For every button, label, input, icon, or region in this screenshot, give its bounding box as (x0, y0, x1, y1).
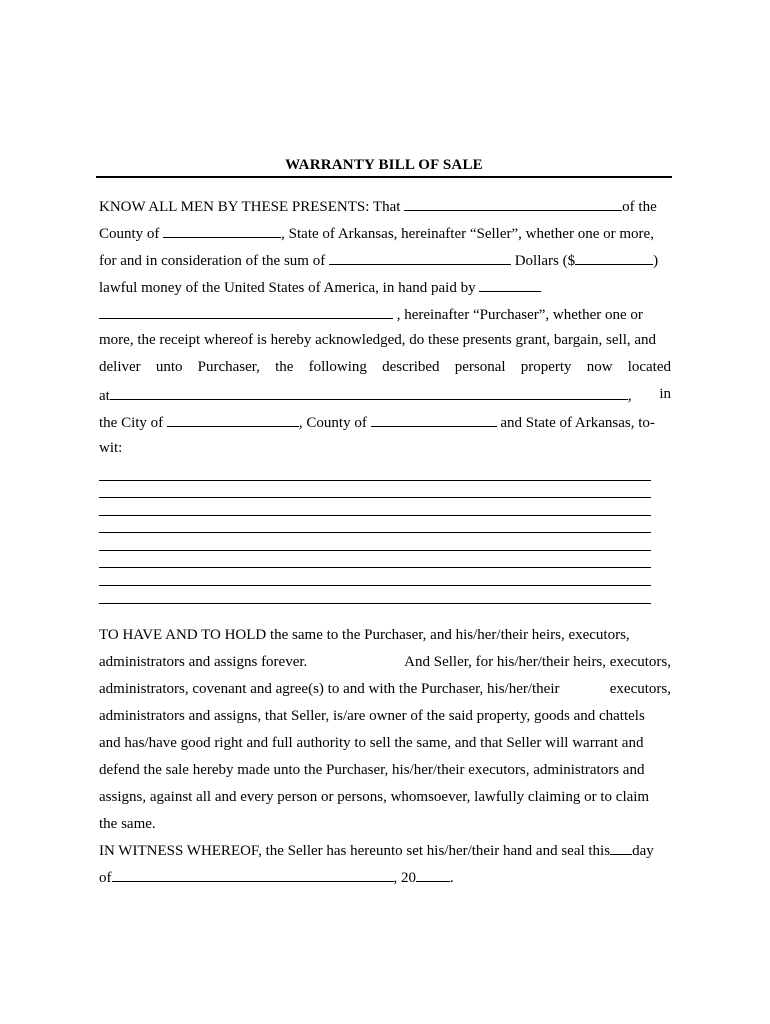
purchaser-name-blank[interactable] (99, 304, 393, 319)
habendum-text: and has/have good right and full authority to sell the same, and that Seller will warrant and (99, 735, 644, 751)
deliver-word: located (627, 359, 671, 375)
property-county-blank[interactable] (371, 412, 497, 427)
document-title: WARRANTY BILL OF SALE (285, 157, 483, 173)
habendum-line-4 (99, 707, 671, 725)
witness-line-2 (99, 867, 671, 887)
sum-words-blank[interactable] (329, 250, 511, 265)
county-label: County of (99, 226, 160, 242)
sum-amount-blank[interactable] (575, 250, 653, 265)
year-blank[interactable] (416, 867, 450, 882)
witness-text: IN WITNESS WHEREOF, the Seller has hereunto set his/her/their hand and seal this (99, 843, 611, 859)
property-description-line[interactable] (99, 497, 651, 498)
of-text: of (99, 870, 112, 886)
purchaser-text: , hereinafter “Purchaser”, whether one or (396, 307, 643, 323)
lawful-money-text: lawful money of the United States of America, in hand paid by (99, 280, 476, 296)
habendum-line-7 (99, 788, 671, 806)
of-the-text: of the (622, 199, 657, 215)
property-description-line[interactable] (99, 550, 651, 551)
property-description-line[interactable] (99, 567, 651, 568)
deliver-word: described (382, 359, 440, 375)
year-prefix-text: , 20 (393, 870, 416, 886)
lawful-money-line (99, 277, 671, 297)
witness-line-1 (99, 840, 671, 860)
receipt-line (99, 331, 671, 349)
habendum-line-1 (99, 626, 671, 644)
city-blank[interactable] (167, 412, 299, 427)
state-text: and State of Arkansas, to- (500, 415, 655, 431)
deliver-word: the (275, 359, 294, 375)
consideration-text: for and in consideration of the sum of (99, 253, 326, 269)
habendum-text: administrators and assigns, that Seller, is/are owner of the said property, goods and chattels (99, 708, 645, 724)
habendum-text: assigns, against all and every person or persons, whomsoever, lawfully claiming or to claim (99, 789, 650, 805)
seller-county-blank[interactable] (163, 223, 281, 238)
state-seller-text: , State of Arkansas, hereinafter “Seller”, whether one or more, (281, 226, 654, 242)
county-of-label: , County of (298, 415, 367, 431)
close-paren-text: ) (653, 253, 659, 269)
day-text: day (632, 843, 654, 859)
at-text: at (99, 388, 110, 404)
habendum-line-5 (99, 734, 671, 752)
habendum-text: executors, (609, 681, 671, 697)
intro-line-2 (99, 223, 671, 243)
deliver-word: now (586, 359, 613, 375)
habendum-text: administrators and assigns forever. (99, 654, 308, 670)
habendum-text: defend the sale hereby made unto the Purchaser, his/her/their executors, administrators and (99, 762, 645, 778)
intro-line-1 (99, 196, 671, 216)
location-line (99, 385, 671, 405)
city-label: the City of (99, 415, 164, 431)
property-description-line[interactable] (99, 532, 651, 533)
property-description-line[interactable] (99, 515, 651, 516)
in-text: in (659, 386, 671, 402)
habendum-line-2 (99, 653, 671, 671)
deliver-word: unto (155, 359, 183, 375)
period-text: . (450, 870, 454, 886)
to-wit-text: wit: (99, 440, 123, 456)
city-county-line (99, 412, 671, 432)
intro-text: KNOW ALL MEN BY THESE PRESENTS: That (99, 199, 401, 215)
deliver-word: property (520, 359, 572, 375)
consideration-line (99, 250, 671, 270)
paid-by-blank[interactable] (479, 277, 541, 292)
deliver-word: following (308, 359, 367, 375)
deliver-word: Purchaser, (197, 359, 260, 375)
title-underline (96, 176, 672, 178)
location-comma: , (627, 388, 632, 404)
dollars-text: Dollars ($ (514, 253, 576, 269)
habendum-text: TO HAVE AND TO HOLD the same to the Purchaser, and his/her/their heirs, executors, (99, 627, 630, 643)
deliver-line (99, 358, 671, 376)
habendum-text: And Seller, for his/her/their heirs, executors, (404, 654, 671, 670)
habendum-line-3 (99, 680, 671, 698)
day-blank[interactable] (610, 840, 632, 855)
habendum-line-8 (99, 815, 671, 833)
purchaser-line (99, 304, 671, 324)
habendum-text: administrators, covenant and agree(s) to and with the Purchaser, his/her/their (99, 681, 560, 697)
property-description-line[interactable] (99, 480, 651, 481)
habendum-line-6 (99, 761, 671, 779)
deliver-word: personal (454, 359, 506, 375)
receipt-text: more, the receipt whereof is hereby acknowledged, do these presents grant, bargain, sell, and (99, 332, 657, 348)
location-blank[interactable] (110, 385, 628, 400)
to-wit-line (99, 439, 671, 457)
seller-name-blank[interactable] (404, 196, 622, 211)
property-description-line[interactable] (99, 603, 651, 604)
habendum-text: the same. (99, 816, 156, 832)
month-blank[interactable] (112, 867, 394, 882)
deliver-word: deliver (99, 359, 141, 375)
property-description-line[interactable] (99, 585, 651, 586)
